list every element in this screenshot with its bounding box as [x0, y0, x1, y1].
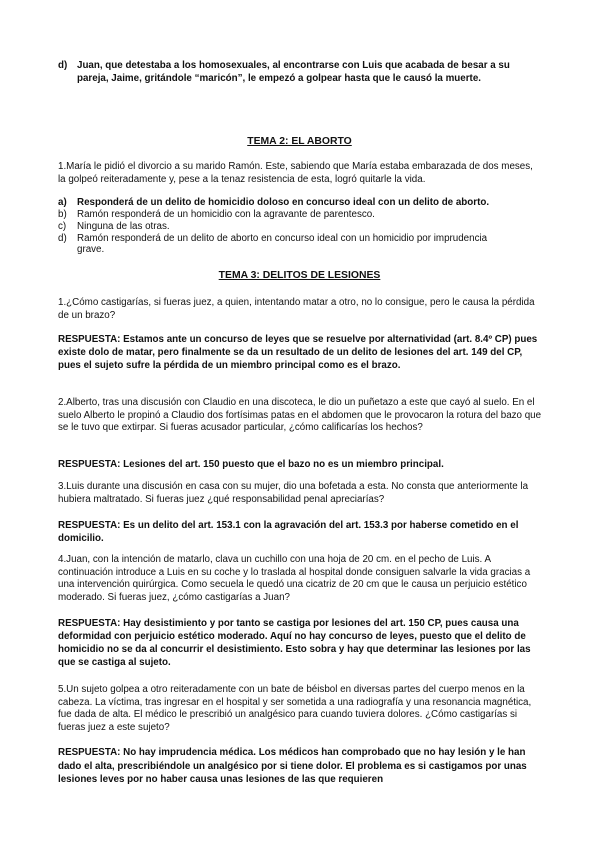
- tema3-question-4: 4.Juan, con la intención de matarlo, clava un cuchillo con una hoja de 20 cm. en el pecho de Luis. A continuación introduce a Luis en su coche y lo traslada al hospital donde consiguen salvarle la vida gracias a una intervención quirúrgica. Como secuela le quedó una cicatriz de 20 cm que le causa un perjuicio estético moderado. Si fueras juez, ¿cómo castigarías a Juan?: [58, 554, 531, 603]
- option-label: a): [58, 197, 67, 208]
- tema2-option-a: [58, 197, 542, 208]
- tema3-answer-3: RESPUESTA: Es un delito del art. 153.1 con la agravación del art. 153.3 por haberse cometido en el domicilio.: [58, 520, 519, 544]
- option-label: d): [58, 233, 67, 244]
- option-text: Ramón responderá de un homicidio con la agravante de parentesco.: [77, 209, 375, 220]
- tema3-question-1: 1.¿Cómo castigarías, si fueras juez, a quien, intentando matar a otro, no lo consigue, pero le causa la pérdida de un brazo?: [58, 297, 535, 321]
- option-d-homosexual-case: [58, 59, 542, 85]
- option-label: c): [58, 221, 67, 232]
- tema2-option-b: [58, 209, 542, 220]
- tema2-title: TEMA 2: EL ABORTO: [247, 136, 352, 147]
- tema3-title: TEMA 3: DELITOS DE LESIONES: [218, 270, 381, 281]
- option-text: Ramón responderá de un delito de aborto en concurso ideal con un homicidio por imprudencia grave.: [77, 233, 488, 256]
- tema3-question-3: 3.Luis durante una discusión en casa con su mujer, dio una bofetada a esta. No consta que anteriormente la hubiera maltratado. Si fueras juez ¿qué responsabilidad penal apreciarías?: [58, 481, 529, 505]
- tema2-option-d: [58, 233, 498, 255]
- option-text: Responderá de un delito de homicidio doloso en concurso ideal con un delito de aborto.: [77, 197, 490, 208]
- tema3-question-5: 5.Un sujeto golpea a otro reiteradamente con un bate de béisbol en diversas partes del cuerpo menos en la cabeza. La víctima, tras ingresar en el hospital y ser sometida a una radiografía y una resonancia magnética, fue dada de alta. El médico le prescribió un analgésico para cuando tuviera dolores. ¿Cómo castigarías si fueras juez a este sujeto?: [58, 684, 532, 733]
- tema2-question: 1.María le pidió el divorcio a su marido Ramón. Este, sabiendo que María estaba embarazada de dos meses, la golpeó reiteradamente y, pese a la tenaz resistencia de esta, logró quitarle la vida.: [58, 161, 533, 185]
- option-text: Juan, que detestaba a los homosexuales, al encontrarse con Luis que acabada de besar a su pareja, Jaime, gritándole “maricón”, le empezó a golpear hasta que le causó la muerte.: [77, 60, 510, 84]
- tema2-option-c: [58, 221, 542, 232]
- tema3-answer-2: RESPUESTA: Lesiones del art. 150 puesto que el bazo no es un miembro principal.: [58, 459, 444, 470]
- option-label: b): [58, 209, 67, 220]
- option-label: d): [58, 60, 68, 71]
- tema3-question-2: 2.Alberto, tras una discusión con Claudio en una discoteca, le dio un puñetazo a este que cayó al suelo. En el suelo Alberto le propinó a Claudio dos fortísimas patas en el abdomen que le provocaron la rotura del bazo que se le tuvo que extirpar. Si fueras acusador particular, ¿cómo calificarías los hechos?: [58, 397, 542, 434]
- tema3-answer-4: RESPUESTA: Hay desistimiento y por tanto se castiga por lesiones del art. 150 CP, pues causa una deformidad con perjuicio estético moderado. Aquí no hay concurso de leyes, puesto que el delito de homicidio no se da al concurrir el desistimiento. Esto sobra y hay que determinar las lesiones por las que se castiga al sujeto.: [58, 618, 531, 668]
- tema3-answer-1: RESPUESTA: Estamos ante un concurso de leyes que se resuelve por alternatividad (art. 8.4º CP) pues existe dolo de matar, pero finalmente se da un resultado de un delito de lesiones del art. 149 del CP, pues el sujeto sufre la pérdida de un miembro principal como es el brazo.: [58, 334, 538, 371]
- tema3-answer-5: RESPUESTA: No hay imprudencia médica. Los médicos han comprobado que no hay lesión y le han dado el alta, prescribiéndole un analgésico por si tiene dolor. El problema es si castigamos por unas lesiones leves por no haber causa unas lesiones de las que requieren: [58, 747, 527, 785]
- option-text: Ninguna de las otras.: [77, 221, 170, 232]
